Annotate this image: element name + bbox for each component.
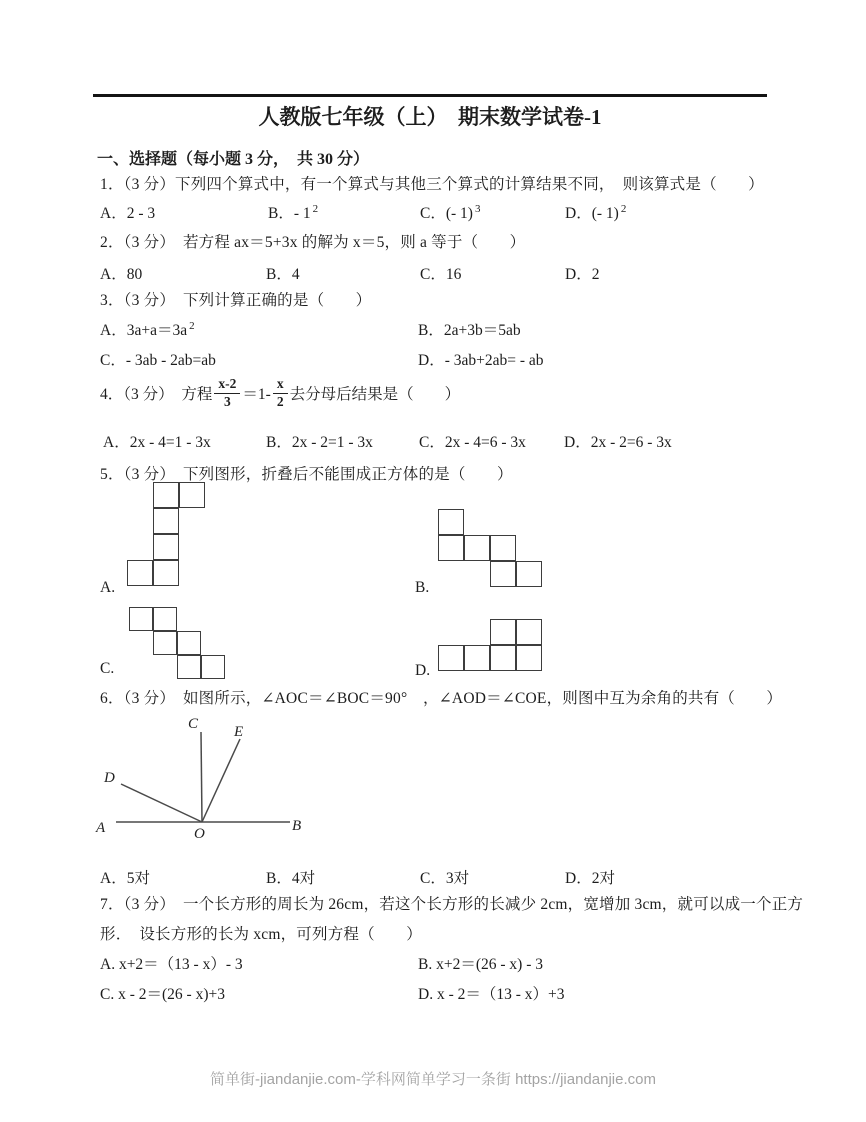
label-C: C	[188, 716, 199, 732]
label-A: A	[96, 820, 106, 836]
cube-net-cell	[153, 482, 179, 508]
cube-net-cell	[153, 560, 179, 586]
cube-net-cell	[153, 631, 177, 655]
question-7-stem-line1: 7．（3 分） 一个长方形的周长为 26cm，若这个长方形的长减少 2cm，宽增加 3cm，就可以成一个正方	[100, 896, 804, 913]
cube-net-cell	[179, 482, 205, 508]
q6-option-b: B．4对	[266, 870, 316, 887]
q7-option-c: C. x - 2＝(26 - x)+3	[100, 986, 225, 1003]
cube-net-cell	[153, 607, 177, 631]
q1-option-c: C．(- 1) $^3$	[420, 202, 481, 222]
fraction-x-over-2: $\frac{x}{2}$	[273, 377, 288, 408]
net-option-label: D.	[415, 662, 431, 679]
cube-net-cell	[464, 535, 490, 561]
watermark-footer: 简单街-jiandanjie.com-学科网简单学习一条街 https://jiandanjie.com	[210, 1071, 656, 1088]
cube-net-cell	[490, 619, 516, 645]
cube-net-cell	[438, 645, 464, 671]
ray-OE	[202, 739, 240, 822]
label-B: B	[292, 818, 302, 834]
q2-option-c: C．16	[420, 266, 462, 283]
q3-option-d: D．- 3ab+2ab= - ab	[418, 352, 544, 369]
cube-net-cell	[516, 645, 542, 671]
q6-option-c: C．3对	[420, 870, 470, 887]
ray-OD	[121, 784, 202, 822]
q2-option-b: B．4	[266, 266, 300, 283]
q6-option-a: A．5对	[100, 870, 150, 887]
q1-option-a: A．2 - 3	[100, 205, 156, 222]
label-D: D	[104, 770, 115, 786]
fraction-x-minus-2-over-3: $\frac{x-2}{3}$	[214, 377, 240, 408]
section-heading: 一、选择题（每小题 3 分， 共 30 分）	[97, 151, 370, 168]
q6-option-d: D．2对	[565, 870, 615, 887]
q7-option-a: A. x+2＝（13 - x）- 3	[100, 956, 243, 973]
question-7-stem-line2: 形． 设长方形的长为 xcm，可列方程（ ）	[100, 926, 422, 943]
q7-option-b: B. x+2＝(26 - x) - 3	[418, 956, 543, 973]
cube-net-cell	[516, 561, 542, 587]
question-5-stem: 5．（3 分） 下列图形，折叠后不能围成正方体的是（ ）	[100, 466, 513, 483]
q3-option-a: A．3a+a＝3a $^2$	[100, 319, 195, 339]
cube-net-cell	[127, 560, 153, 586]
question-6-stem: 6．（3 分） 如图所示，∠AOC＝∠BOC＝90° ，∠AOD＝∠COE，则图中互为余角的共有（ ）	[100, 690, 783, 707]
cube-net-cell	[490, 561, 516, 587]
cube-net-cell	[153, 534, 179, 560]
cube-net-cell	[129, 607, 153, 631]
q4-option-c: C．2x - 4=6 - 3x	[419, 434, 526, 451]
cube-net-cell	[177, 655, 201, 679]
question-1-stem: 1．（3 分）下列四个算式中，有一个算式与其他三个算式的计算结果不同， 则该算式是（ ）	[100, 176, 764, 193]
q1-option-b: B．- 1 $^2$	[268, 202, 319, 222]
cube-net-cell	[438, 509, 464, 535]
label-O: O	[194, 826, 205, 842]
net-option-label: B.	[415, 579, 430, 596]
net-option-label: C.	[100, 660, 115, 677]
question-3-stem: 3．（3 分） 下列计算正确的是（ ）	[100, 292, 372, 309]
net-option-label: A.	[100, 579, 116, 596]
cube-net-cell	[438, 535, 464, 561]
cube-net-cell	[177, 631, 201, 655]
cube-net-cell	[153, 508, 179, 534]
ray-OC	[201, 732, 202, 822]
q2-option-a: A．80	[100, 266, 143, 283]
q3-option-b: B．2a+3b＝5ab	[418, 322, 521, 339]
cube-net-cell	[464, 645, 490, 671]
q2-option-d: D．2	[565, 266, 600, 283]
cube-net-cell	[490, 535, 516, 561]
question-2-stem: 2．（3 分） 若方程 ax＝5+3x 的解为 x＝5，则 a 等于（ ）	[100, 234, 526, 251]
angle-figure	[88, 710, 318, 860]
q4-option-d: D．2x - 2=6 - 3x	[564, 434, 672, 451]
q4-option-a: A．2x - 4=1 - 3x	[103, 434, 211, 451]
page-title: 人教版七年级（上） 期末数学试卷-1	[258, 105, 602, 129]
label-E: E	[234, 724, 244, 740]
question-4-stem: 4．（3 分） 方程 $\frac{x-2}{3}$ ＝1- $\frac{x}{2}$ 去分母后结果是（ ）	[100, 376, 461, 409]
title-divider	[93, 94, 767, 97]
cube-net-cell	[490, 645, 516, 671]
q4-option-b: B．2x - 2=1 - 3x	[266, 434, 373, 451]
q7-option-d: D. x - 2＝（13 - x）+3	[418, 986, 565, 1003]
q1-option-d: D．(- 1) $^2$	[565, 202, 627, 222]
cube-net-cell	[516, 619, 542, 645]
q3-option-c: C．- 3ab - 2ab=ab	[100, 352, 216, 369]
cube-net-cell	[201, 655, 225, 679]
